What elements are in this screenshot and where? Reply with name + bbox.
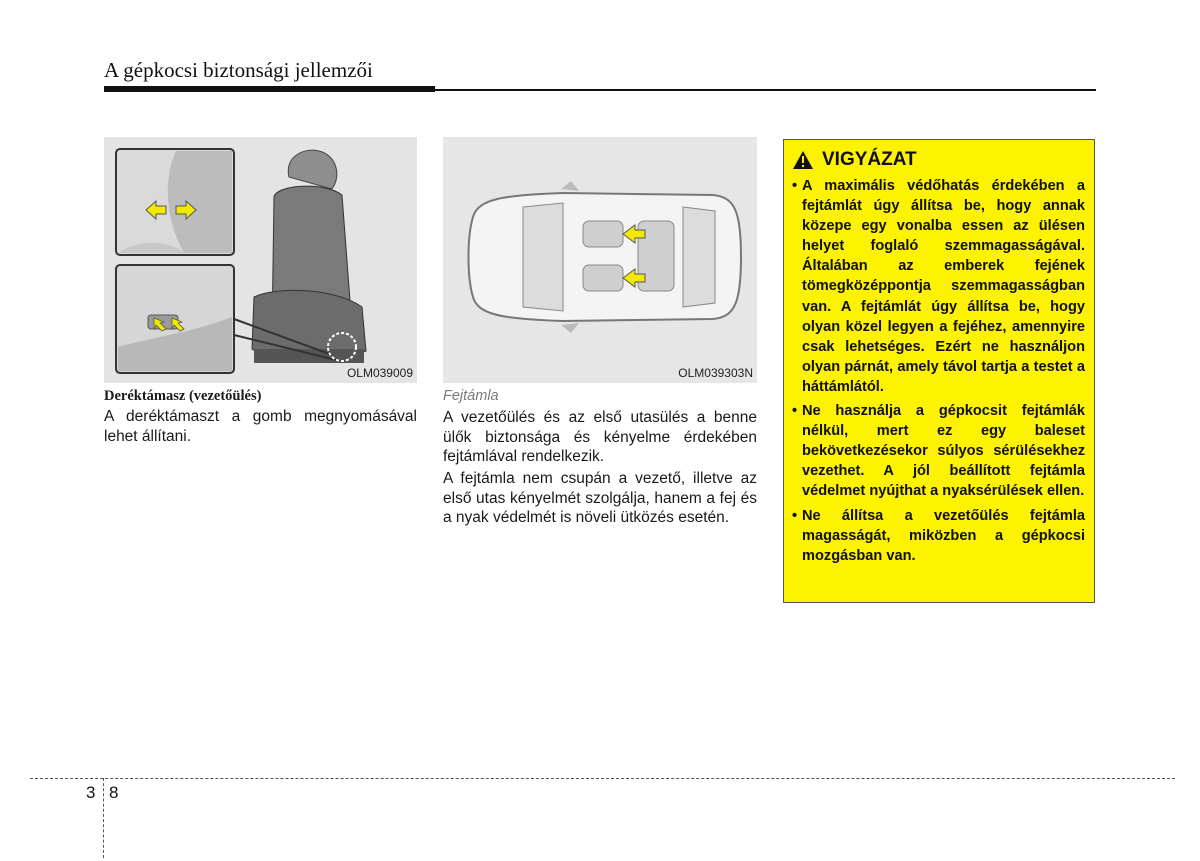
caution-list — [792, 176, 1085, 566]
lumbar-support-subtitle: Deréktámasz (vezetőülés) — [104, 388, 262, 404]
caution-box — [783, 139, 1095, 603]
footer-rule — [30, 778, 1175, 779]
car-top-view-illustration — [443, 137, 757, 383]
caution-item: • A maximális védőhatás érdekében a fejtámlát úgy állítsa be, hogy annak közepe egy vonalba essen az ülésen helyet foglaló szemmagasságával. Általában az emberek fejének tömegközéppontja szemmagasságban van. A fejtámlát úgy állítsa be, hogy olyan közel legyen a fejéhez, amennyire csak lehetséges. Ezért ne használjon olyan párnát, amely távol tartja a testet a háttámlától. — [792, 178, 1085, 395]
headrest-paragraph-2: A fejtámla nem csupán a vezető, illetve az első utas kényelmét szolgálja, hanem a fej és a nyak védelmét is növeli ütközés esetén. — [443, 470, 757, 526]
lumbar-support-figure — [104, 137, 417, 383]
headrest-paragraph-1: A vezetőülés és az első utasülés a benne ülők biztonsága és kényelme érdekében fejtámlával rendelkezik. — [443, 409, 757, 465]
headrest-subtitle: Fejtámla — [443, 388, 499, 404]
caution-item: • Ne használja a gépkocsit fejtámlák nélkül, mert ez egy baleset bekövetkezésekor súlyos sérülésekhez vezethet. A jól beállított fejtámla védelmet nyújthat a nyaksérülések ellen. — [792, 403, 1085, 500]
lumbar-support-paragraph: A deréktámaszt a gomb megnyomásával lehet állítani. — [104, 408, 417, 445]
caution-header — [792, 148, 1085, 172]
seat-illustration — [104, 137, 417, 383]
header-rule-thick — [104, 86, 435, 92]
page-number: 8 — [109, 783, 119, 802]
header-rule-thin — [435, 89, 1096, 91]
figure-code: OLM039303N — [678, 366, 753, 380]
warning-triangle-icon — [792, 150, 814, 170]
footer-divider — [103, 778, 104, 858]
page-section-number: 3 — [86, 783, 96, 802]
caution-title: VIGYÁZAT — [822, 149, 917, 170]
page-header-title: A gépkocsi biztonsági jellemzői — [104, 58, 373, 82]
caution-item: • Ne állítsa a vezetőülés fejtámla magasságát, miközben a gépkocsi mozgásban van. — [792, 507, 1085, 564]
figure-code: OLM039009 — [346, 366, 413, 380]
headrest-figure — [443, 137, 757, 383]
